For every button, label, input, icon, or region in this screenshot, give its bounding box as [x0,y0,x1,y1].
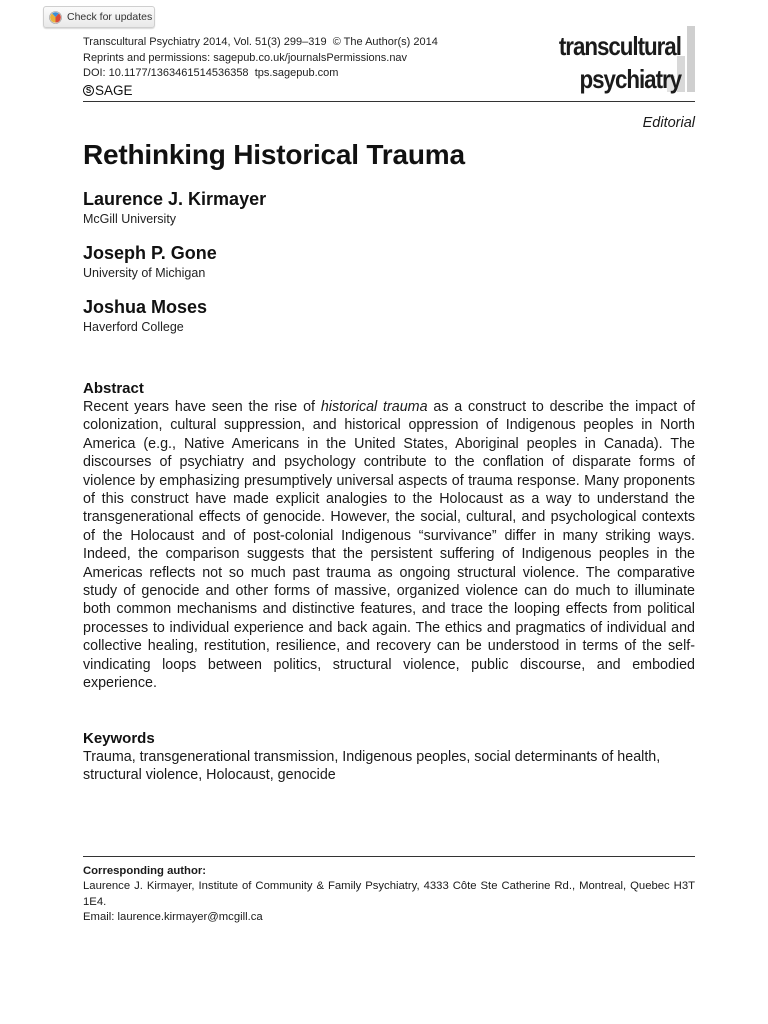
corresponding-address: Laurence J. Kirmayer, Institute of Community & Family Psychiatry, 4333 Côte Ste Catherine Rd., Montreal, Quebec H3T 1E4. [83,880,695,908]
sage-circle-icon: S [83,85,94,96]
footnote-divider [83,856,695,857]
author-name: Joshua Moses [83,297,208,317]
abstract-italic-term: historical trauma [320,399,428,415]
check-for-updates-button[interactable] [43,6,155,28]
article-title: Rethinking Historical Trauma [83,139,465,170]
corresponding-email[interactable]: Email: laurence.kirmayer@mcgill.ca [83,910,263,923]
abstract-text-start: Recent years have seen the rise of [83,399,321,415]
copyright: © The Author(s) 2014 [332,36,438,48]
author-name: Laurence J. Kirmayer [83,189,267,209]
author-block [83,242,217,281]
author-block [83,296,207,335]
journal-logo [525,26,695,96]
author-name: Joseph P. Gone [83,243,217,263]
permissions-line: Reprints and permissions: sagepub.co.uk/journalsPermissions.nav [83,51,408,64]
abstract-section [83,379,695,693]
keywords-heading: Keywords [83,730,155,747]
author-affiliation: Haverford College [83,320,184,334]
corresponding-author [83,864,695,925]
author-affiliation: University of Michigan [83,266,206,280]
sage-wordmark: SAGE [95,82,133,98]
check-for-updates-label: Check for updates [67,11,153,23]
journal-logo-line2: psychiatry [579,64,681,94]
header-divider [83,101,695,102]
article-type: Editorial [642,115,695,131]
author-affiliation: McGill University [83,212,177,226]
keywords-text: Trauma, transgenerational transmission, Indigenous peoples, social determinants of health, structural violence, Holocaust, genocide [83,749,661,784]
corresponding-label: Corresponding author: [83,865,207,877]
abstract-text [83,398,695,693]
doi: DOI: 10.1177/1363461514536358 [83,67,249,79]
journal-logo-line1: transcultural [558,31,681,61]
abstract-text-rest: as a construct to describe the impact of colonization, cultural suppression, and historical oppression of Indigenous peoples in North America (e.g., Native Americans in the United States, Aboriginal peoples in Canada). The discourses of psychiatry and psychology contribute to the conflation of disparate forms of violence by emphasizing presumptively universal aspects of trauma response. Many proponents of this construct have made explicit analogies to the Holocaust as a way to understand the transgenerational effects of genocide. However, the social, cultural, and psychological contexts of the Holocaust and of post-colonial Indigenous “survivance” differ in many striking ways. Indeed, the comparison suggests that the persistent suffering of Indigenous peoples in the Americas reflects not so much past trauma as ongoing structural violence. The comparative study of genocide and other forms of massive, organized violence can do much to illuminate both common mechanisms and distinctive features, and trace the looping effects from political processes to individual experience and back again. The ethics and pragmatics of individual and collective healing, restitution, resilience, and recovery can be understood in terms of the self-vindicating loops between politics, structural violence, public discourse, and embodied experience. [83,399,695,692]
author-block [83,188,266,227]
abstract-heading: Abstract [83,380,144,397]
keywords-section [83,729,695,785]
journal-site: tps.sagepub.com [254,67,339,79]
crossmark-icon [49,11,62,24]
citation: Transcultural Psychiatry 2014, Vol. 51(3) 299–319 [83,36,327,48]
